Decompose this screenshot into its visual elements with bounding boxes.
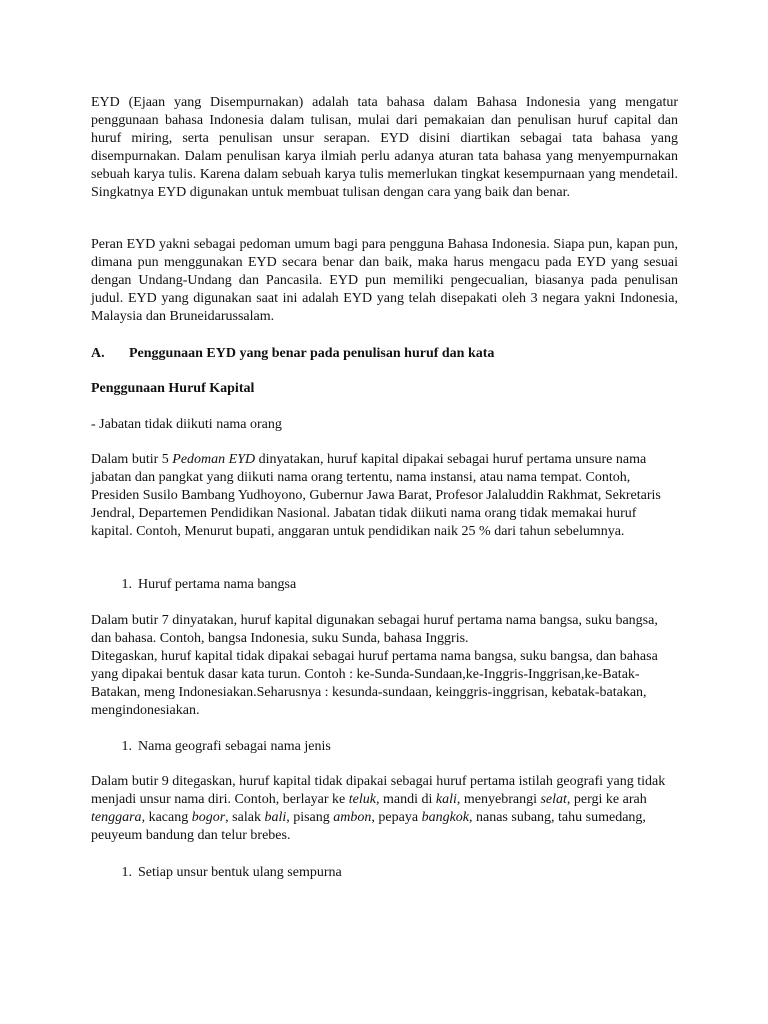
text-run: Dalam butir 9 ditegaskan, huruf kapital tidak dipakai sebagai huruf pertama istilah geografi yang tidak menjadi unsur nama diri. Contoh, berlayar ke xyxy=(91,774,666,807)
italic-word: kali xyxy=(435,792,457,807)
italic-word: tenggara xyxy=(91,810,142,825)
text-run: , menyebrangi xyxy=(456,792,541,807)
butir-5-paragraph xyxy=(91,451,681,541)
list-number: 1. xyxy=(121,865,132,880)
italic-word: ambon xyxy=(333,810,372,825)
italic-word: bangkok xyxy=(421,810,469,825)
text-run: Dalam butir 5 xyxy=(91,452,173,467)
butir-9-paragraph xyxy=(91,773,681,845)
list-number: 1. xyxy=(121,577,132,592)
peran-paragraph: Peran EYD yakni sebagai pedoman umum bagi para pengguna Bahasa Indonesia. Siapa pun, kapan pun, dimana pun menggunakan EYD secara benar dan baik, maka harus mengacu pada EYD yang sesuai dengan Undang-Undang dan Pancasila. EYD pun memiliki pengecualian, biasanya pada penulisan judul. EYD yang digunakan saat ini adalah EYD yang telah disepakati oleh 3 negara yakni Indonesia, Malaysia dan Bruneidarussalam. xyxy=(91,237,678,324)
text-run: , kacang xyxy=(141,810,192,825)
italic-word: bogor xyxy=(191,810,226,825)
section-a-marker: A. xyxy=(91,346,105,361)
bullet-jabatan: - Jabatan tidak diikuti nama orang xyxy=(91,417,282,432)
section-a-title: Penggunaan EYD yang benar pada penulisan huruf dan kata xyxy=(129,346,495,361)
section-a-heading xyxy=(91,345,678,363)
list-item-nama-geografi xyxy=(91,738,698,756)
list-text: Nama geografi sebagai nama jenis xyxy=(138,739,331,754)
text-run: dinyatakan, huruf kapital dipakai sebagai huruf pertama unsure nama jabatan dan pangkat yang diikuti nama orang tertentu, nama instansi, atau nama tempat. Contoh, Presiden Susilo Bambang Yudhoyono, Gubernur Jawa Barat, Profesor Jalaluddin Rakhmat, Sekretaris Jendral, Departemen Pendidikan Nasional. Jabatan tidak diikuti nama orang tidak memakai huruf kapital. Contoh, Menurut bupati, anggaran untuk pendidikan naik 25 % dari tahun sebelumnya. xyxy=(91,452,661,539)
ditegaskan-paragraph: Ditegaskan, huruf kapital tidak dipakai sebagai huruf pertama nama bangsa, suku bangsa, dan bahasa yang dipakai bentuk dasar kata turun. Contoh : ke-Sunda-Sundaan,ke-Inggris-Inggrisan,ke-Batak-Batakan, meng Indonesiakan.Seharusnya : kesunda-sundaan, keinggris-inggrisan, kebatak-batakan, mengindonesiakan. xyxy=(91,649,658,718)
list-text: Huruf pertama nama bangsa xyxy=(138,577,297,592)
list-text: Setiap unsur bentuk ulang sempurna xyxy=(138,865,342,880)
text-run: , nanas subang, tahu sumedang, peuyeum bandung dan telur brebes. xyxy=(91,810,646,843)
butir-7-paragraph: Dalam butir 7 dinyatakan, huruf kapital digunakan sebagai huruf pertama nama bangsa, suku bangsa, dan bahasa. Contoh, bangsa Indonesia, suku Sunda, bahasa Inggris. xyxy=(91,613,658,646)
list-number: 1. xyxy=(121,739,132,754)
list-item-nama-bangsa xyxy=(91,576,698,594)
text-run: , salak xyxy=(225,810,265,825)
list-item-bentuk-ulang xyxy=(91,864,698,882)
text-run: , pergi ke arah xyxy=(566,792,647,807)
italic-pedoman-eyd: Pedoman EYD xyxy=(172,452,256,467)
text-run: , mandi di xyxy=(375,792,436,807)
italic-word: bali xyxy=(264,810,287,825)
intro-paragraph: EYD (Ejaan yang Disempurnakan) adalah tata bahasa dalam Bahasa Indonesia yang mengatur penggunaan bahasa Indonesia dalam tulisan, mulai dari pemakaian dan penulisan huruf capital dan huruf miring, serta penulisan unsur serapan. EYD disini diartikan sebagai tata bahasa yang disempurnakan. Dalam penulisan karya ilmiah perlu adanya aturan tata bahasa yang menyempurnakan sebuah karya tulis. Karena dalam sebuah karya tulis memerlukan tingkat kesempurnaan yang mendetail. Singkatnya EYD digunakan untuk membuat tulisan dengan cara yang baik dan benar. xyxy=(91,95,678,200)
heading-huruf-kapital: Penggunaan Huruf Kapital xyxy=(91,381,255,396)
text-run: , pisang xyxy=(286,810,334,825)
italic-word: teluk xyxy=(348,792,376,807)
italic-word: selat xyxy=(540,792,567,807)
text-run: , pepaya xyxy=(371,810,422,825)
